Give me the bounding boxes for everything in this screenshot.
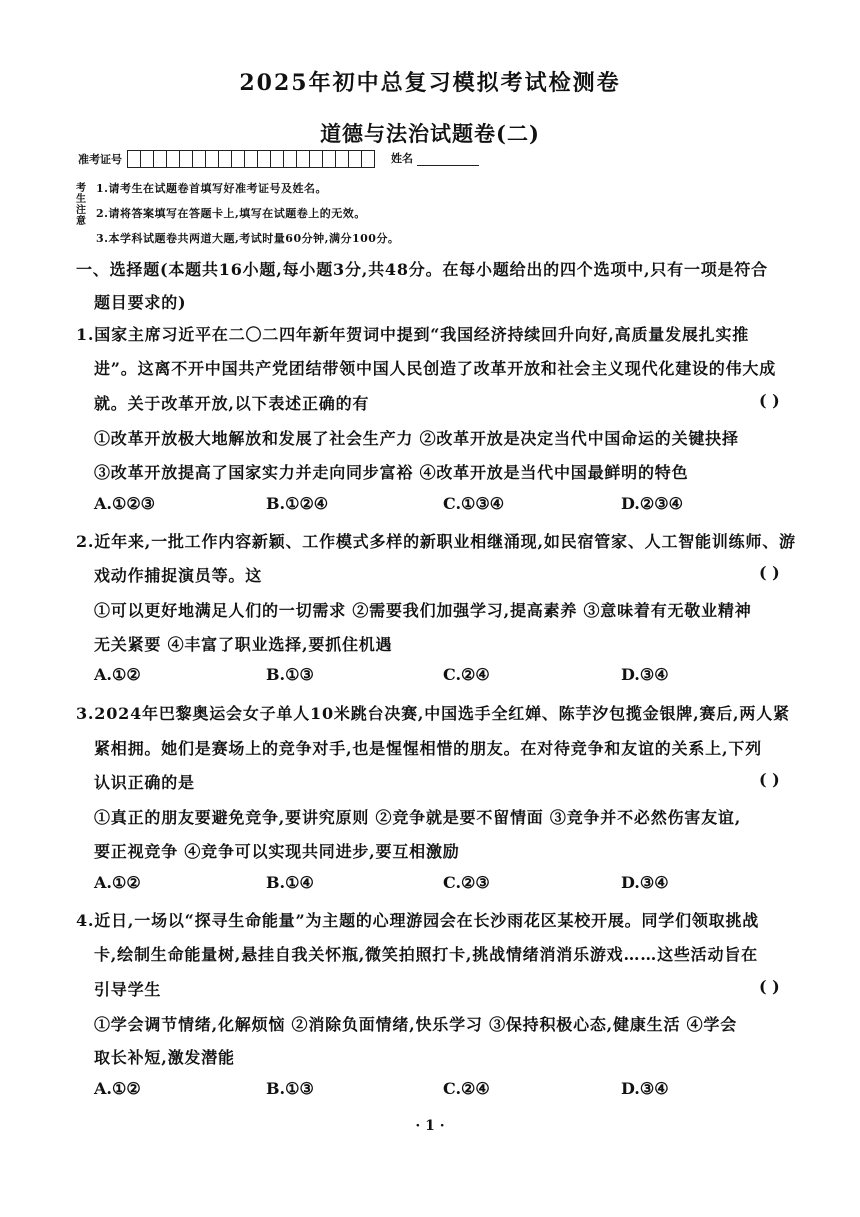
id-digit-box[interactable]	[179, 150, 193, 168]
question-3-option-c[interactable]: C.②③	[443, 873, 490, 892]
id-digit-box[interactable]	[361, 150, 375, 168]
question-3-option-a[interactable]: A.①②	[94, 873, 141, 892]
id-digit-box[interactable]	[283, 150, 297, 168]
question-3-text: 3.2024年巴黎奥运会女子单人10米跳台决赛,中国选手全红婵、陈芋汐包揽金银牌,赛后,两人紧	[76, 704, 790, 723]
question-1-option-b[interactable]: B.①②④	[266, 494, 329, 513]
question-2-statements: 无关紧要 ④丰富了职业选择,要抓住机遇	[94, 635, 393, 654]
question-2-option-d[interactable]: D.③④	[621, 665, 669, 684]
question-3-statements: ①真正的朋友要避免竞争,要讲究原则 ②竞争就是要不留情面 ③竞争并不必然伤害友谊,	[94, 808, 742, 827]
question-4-option-d[interactable]: D.③④	[621, 1079, 669, 1098]
question-4-text: 卡,绘制生命能量树,悬挂自我关怀瓶,微笑拍照打卡,挑战情绪消消乐游戏……这些活动旨在	[94, 945, 758, 964]
id-digit-box[interactable]	[231, 150, 245, 168]
question-1-statements: ①改革开放极大地解放和发展了社会生产力 ②改革开放是决定当代中国命运的关键抉择	[94, 429, 739, 448]
question-1-text: 1.国家主席习近平在二〇二四年新年贺词中提到“我国经济持续回升向好,高质量发展扎实推	[76, 325, 750, 344]
id-digit-box[interactable]	[153, 150, 167, 168]
answer-paren: ( )	[759, 563, 780, 582]
exam-id-boxes[interactable]	[128, 150, 375, 168]
id-digit-box[interactable]	[348, 150, 362, 168]
question-2-option-a[interactable]: A.①②	[94, 665, 141, 684]
question-4-option-c[interactable]: C.②④	[443, 1079, 490, 1098]
id-digit-box[interactable]	[218, 150, 232, 168]
id-digit-box[interactable]	[296, 150, 310, 168]
question-4-statements: ①学会调节情绪,化解烦恼 ②消除负面情绪,快乐学习 ③保持积极心态,健康生活 ④学会	[94, 1015, 738, 1034]
name-field[interactable]	[417, 151, 479, 166]
id-digit-box[interactable]	[127, 150, 141, 168]
question-3-option-d[interactable]: D.③④	[621, 873, 669, 892]
question-4-text: 4.近日,一场以“探寻生命能量”为主题的心理游园会在长沙雨花区某校开展。同学们领取挑战	[76, 911, 760, 930]
question-2-statements: ①可以更好地满足人们的一切需求 ②需要我们加强学习,提高素养 ③意味着有无敬业精神	[94, 601, 752, 620]
notice-item: 2.请将答案填写在答题卡上,填写在试题卷上的无效。	[96, 207, 366, 220]
question-4-text: 引导学生	[94, 980, 162, 999]
notice-label: 考生注意	[76, 183, 86, 227]
question-2-text: 2.近年来,一批工作内容新颖、工作模式多样的新职业相继涌现,如民宿管家、人工智能训练师、游	[76, 532, 796, 551]
answer-paren: ( )	[759, 391, 780, 410]
notice-item: 3.本学科试题卷共两道大题,考试时量60分钟,满分100分。	[96, 232, 400, 245]
exam-main-title: 2025年初中总复习模拟考试检测卷	[239, 70, 621, 96]
answer-paren: ( )	[759, 977, 780, 996]
section-heading: 一、选择题(本题共16小题,每小题3分,共48分。在每小题给出的四个选项中,只有一项是符合	[76, 260, 768, 279]
question-4-option-b[interactable]: B.①③	[266, 1079, 314, 1098]
question-2-option-c[interactable]: C.②④	[443, 665, 490, 684]
id-digit-box[interactable]	[244, 150, 258, 168]
exam-id-label: 准考证号	[78, 153, 122, 166]
question-1-text: 进”。这离不开中国共产党团结带领中国人民创造了改革开放和社会主义现代化建设的伟大成	[94, 359, 777, 378]
id-digit-box[interactable]	[140, 150, 154, 168]
id-digit-box[interactable]	[192, 150, 206, 168]
exam-name-label: 姓名	[391, 152, 413, 165]
notice-item: 1.请考生在试题卷首填写好准考证号及姓名。	[96, 182, 327, 195]
question-1-option-d[interactable]: D.②③④	[621, 494, 683, 513]
question-3-text: 紧相拥。她们是赛场上的竞争对手,也是惺惺相惜的朋友。在对待竞争和友谊的关系上,下列	[94, 739, 762, 758]
id-digit-box[interactable]	[335, 150, 349, 168]
page-number: · 1 ·	[415, 1118, 445, 1134]
id-digit-box[interactable]	[270, 150, 284, 168]
question-1-option-a[interactable]: A.①②③	[94, 494, 156, 513]
question-2-text: 戏动作捕捉演员等。这	[94, 566, 263, 585]
question-3-option-b[interactable]: B.①④	[266, 873, 314, 892]
question-1-statements: ③改革开放提高了国家实力并走向同步富裕 ④改革开放是当代中国最鲜明的特色	[94, 463, 689, 482]
question-1-text: 就。关于改革开放,以下表述正确的有	[94, 394, 370, 413]
id-digit-box[interactable]	[205, 150, 219, 168]
question-1-option-c[interactable]: C.①③④	[443, 494, 505, 513]
answer-paren: ( )	[759, 770, 780, 789]
exam-name-row	[391, 150, 479, 166]
question-4-statements: 取长补短,激发潜能	[94, 1048, 235, 1067]
question-4-option-a[interactable]: A.①②	[94, 1079, 141, 1098]
section-heading-cont: 题目要求的)	[94, 293, 187, 312]
exam-id-row	[78, 150, 375, 168]
id-digit-box[interactable]	[257, 150, 271, 168]
question-3-statements: 要正视竞争 ④竞争可以实现共同进步,要互相激励	[94, 842, 460, 861]
exam-sub-title: 道德与法治试题卷(二)	[320, 121, 540, 146]
id-digit-box[interactable]	[309, 150, 323, 168]
id-digit-box[interactable]	[322, 150, 336, 168]
id-digit-box[interactable]	[166, 150, 180, 168]
question-2-option-b[interactable]: B.①③	[266, 665, 314, 684]
question-3-text: 认识正确的是	[94, 773, 195, 792]
